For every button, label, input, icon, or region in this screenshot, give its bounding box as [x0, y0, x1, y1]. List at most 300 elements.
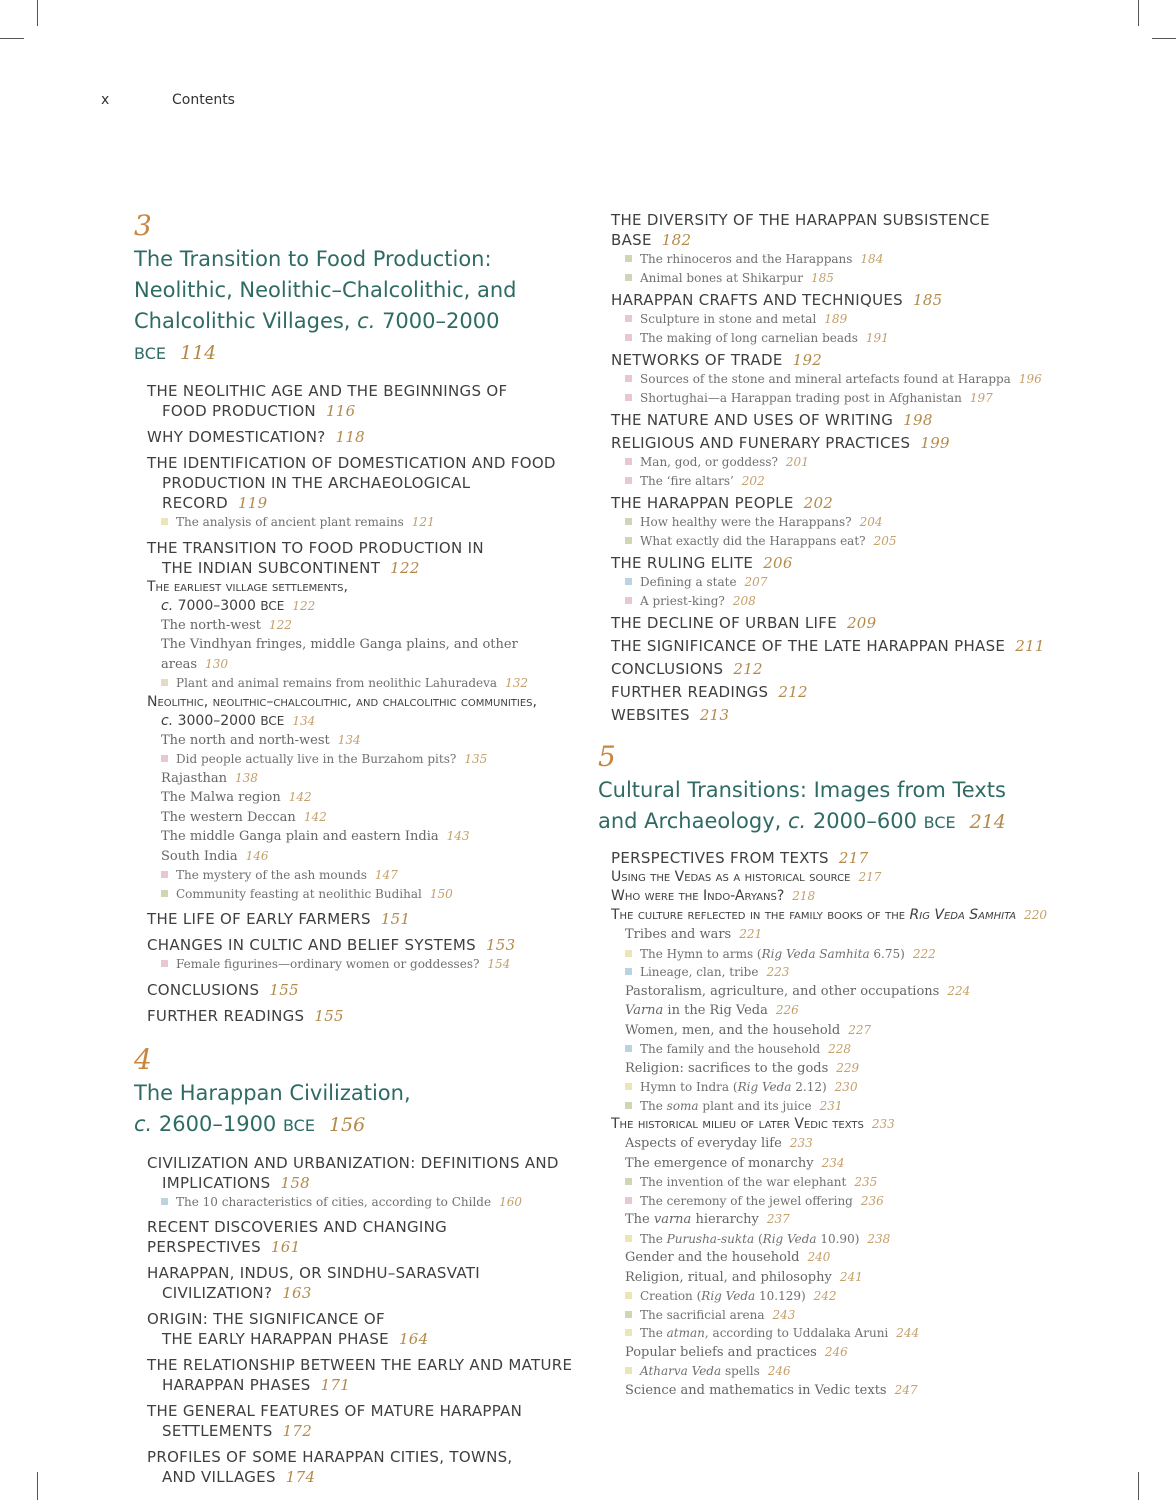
box-entry[interactable]: [625, 329, 1058, 348]
box-title: The: [640, 1231, 667, 1246]
era-bce: BCE: [134, 344, 166, 363]
box-page: 191: [865, 330, 889, 345]
toc-entry[interactable]: [147, 1309, 574, 1349]
box-entry[interactable]: [625, 532, 1058, 551]
box-title: How healthy were the Harappans?: [640, 515, 852, 529]
toc-entry[interactable]: [611, 410, 1058, 430]
toc-entry[interactable]: [611, 553, 1058, 573]
box-title: Did people actually live in the Burzahom pits?: [176, 752, 457, 766]
section-title: Rajasthan: [161, 770, 228, 786]
entry-page: 134: [292, 713, 316, 728]
chapter-5: [598, 741, 1058, 1400]
section-page: 234: [821, 1155, 845, 1170]
box-marker-icon: [625, 334, 632, 341]
entry-page: 211: [1015, 637, 1045, 655]
box-page: 222: [912, 946, 936, 961]
entry-page: 218: [792, 889, 816, 903]
box-entry[interactable]: [625, 1324, 1058, 1343]
entry-page: 220: [1024, 908, 1048, 922]
entry-page: 182: [661, 231, 692, 249]
box-marker-icon: [625, 1311, 632, 1318]
entry-title: WHY DOMESTICATION?: [147, 428, 326, 446]
box-title: , according to Uddalaka Aruni: [704, 1326, 889, 1340]
entry-title: THE SIGNIFICANCE OF THE LATE HARAPPAN PHASE: [611, 637, 1006, 655]
box-marker-icon: [161, 890, 168, 897]
toc-subentry[interactable]: [611, 906, 1058, 925]
box-page: 242: [813, 1289, 837, 1303]
chapter-title[interactable]: [598, 775, 1058, 838]
section-title: Popular beliefs and practices: [625, 1344, 817, 1360]
entry-title: THE INDIAN SUBCONTINENT: [162, 558, 381, 577]
chapter-title-line: Cultural Transitions: Images from Texts: [598, 778, 1006, 802]
toc-column-left: [134, 210, 574, 1487]
entry-page: 119: [237, 494, 268, 512]
box-title: The ‘fire altars’: [640, 473, 734, 488]
chapter-page: 114: [179, 342, 217, 364]
box-entry[interactable]: [625, 1078, 1058, 1097]
entry-title: THE DIVERSITY OF THE HARAPPAN SUBSISTENCE BASE: [611, 211, 990, 249]
toc-section[interactable]: [161, 808, 574, 828]
entry-page: 206: [763, 554, 793, 572]
entry-title: PROFILES OF SOME HARAPPAN CITIES, TOWNS,: [147, 1448, 513, 1466]
entry-page: 217: [838, 849, 869, 867]
box-page: 230: [834, 1080, 858, 1094]
box-entry[interactable]: [625, 1362, 1058, 1381]
entry-page: 118: [335, 428, 366, 446]
crop-mark: [37, 0, 38, 26]
box-page: 160: [499, 1194, 522, 1209]
chapter-title-dates: 2000–600: [806, 809, 924, 833]
entry-dates: 7000–3000: [173, 597, 261, 614]
box-title: Sculpture in stone and metal: [640, 312, 817, 326]
entry-title: THE RULING ELITE: [611, 554, 754, 572]
box-title: The mystery of the ash mounds: [176, 868, 367, 882]
chapter-number: 3: [134, 209, 152, 242]
box-entry[interactable]: [625, 472, 1058, 491]
crop-mark: [0, 38, 24, 39]
box-title-italic: Atharva Veda: [640, 1364, 722, 1378]
crop-mark: [1152, 38, 1176, 39]
section-title-italic: varna: [653, 1212, 692, 1227]
entry-dates: 3000–2000: [173, 712, 261, 729]
box-page: 121: [411, 515, 435, 529]
toc-entry[interactable]: [147, 427, 574, 447]
box-entry[interactable]: [625, 963, 1058, 982]
toc-entry[interactable]: [611, 848, 1058, 868]
box-entry[interactable]: [625, 1230, 1058, 1249]
entry-title: Who were the Indo-Aryans?: [611, 888, 785, 904]
box-entry[interactable]: [625, 513, 1058, 532]
entry-page: 171: [320, 1376, 351, 1394]
toc-section[interactable]: [625, 1268, 1058, 1288]
box-page: 228: [828, 1042, 852, 1056]
box-marker-icon: [625, 477, 632, 484]
chapter-page: 156: [328, 1113, 366, 1136]
entry-page: 155: [269, 980, 299, 999]
section-page: 229: [836, 1060, 860, 1075]
section-title: South India: [161, 848, 238, 864]
toc-section[interactable]: [625, 1154, 1058, 1174]
era-bce: BCE: [260, 713, 285, 728]
toc-section[interactable]: [625, 1248, 1058, 1268]
chapter-title-line: The Harappan Civilization,: [134, 1080, 411, 1105]
box-entry[interactable]: [161, 955, 574, 974]
toc-entry[interactable]: [611, 659, 1058, 679]
toc-entry[interactable]: [147, 1447, 574, 1487]
entry-title: IMPLICATIONS: [162, 1173, 271, 1192]
box-title: Female figurines—ordinary women or goddesses?: [176, 957, 480, 971]
toc-entry[interactable]: [611, 350, 1058, 370]
box-page: 238: [867, 1231, 891, 1246]
box-title-italic: Rig Veda Samhita: [761, 946, 870, 961]
toc-entry[interactable]: [611, 433, 1058, 453]
box-marker-icon: [625, 1045, 632, 1052]
section-page: 122: [269, 617, 292, 632]
toc-entry[interactable]: [611, 705, 1058, 725]
box-entry[interactable]: [625, 573, 1058, 592]
section-title: The: [625, 1212, 654, 1227]
section-page: 130: [205, 656, 228, 671]
box-title: 10.129): [755, 1289, 806, 1303]
toc-entry[interactable]: [147, 935, 574, 955]
section-page: 146: [245, 848, 269, 863]
box-title: The: [640, 1326, 667, 1340]
box-title: Plant and animal remains from neolithic Lahuradeva: [176, 676, 498, 690]
toc-subentry[interactable]: [611, 1115, 1058, 1134]
box-entry[interactable]: [625, 1040, 1058, 1059]
chapter-title-line: The Transition to Food Production:: [134, 247, 492, 271]
era-bce: BCE: [260, 598, 285, 613]
entry-title: FURTHER READINGS: [147, 1006, 305, 1025]
entry-title: HARAPPAN PHASES: [162, 1376, 311, 1394]
box-marker-icon: [625, 597, 632, 604]
circa: c.: [788, 809, 807, 833]
section-page: 143: [446, 829, 470, 843]
box-entry[interactable]: [625, 945, 1058, 964]
box-title: Sources of the stone and mineral artefacts found at Harappa: [640, 372, 1011, 386]
section-page: 240: [807, 1250, 831, 1264]
section-page: 142: [303, 809, 327, 824]
toc-section[interactable]: [161, 616, 574, 636]
box-entry[interactable]: [625, 389, 1058, 408]
toc-subentry[interactable]: [611, 868, 1058, 887]
box-page: 201: [785, 455, 809, 469]
entry-page: 163: [282, 1284, 312, 1302]
entry-page: 161: [270, 1238, 301, 1256]
box-title: The sacrificial arena: [640, 1307, 765, 1322]
box-marker-icon: [625, 315, 632, 322]
entry-page: 202: [803, 494, 834, 512]
toc-entry[interactable]: [147, 453, 574, 513]
circa: c.: [134, 1111, 153, 1136]
entry-title: THE IDENTIFICATION OF DOMESTICATION AND FOOD: [147, 454, 556, 472]
box-marker-icon: [625, 950, 632, 957]
box-title: The Hymn to arms (: [640, 946, 762, 961]
box-marker-icon: [625, 1178, 632, 1185]
section-title: The western Deccan: [161, 809, 296, 825]
entry-page: 158: [280, 1173, 311, 1192]
box-page: 202: [741, 473, 765, 488]
box-page: 223: [766, 965, 790, 979]
toc-section[interactable]: [161, 847, 574, 867]
toc-entry[interactable]: [147, 381, 574, 421]
toc-column-right: [598, 210, 1058, 1400]
entry-title: SETTLEMENTS: [162, 1422, 273, 1440]
chapter-4: [134, 1044, 574, 1488]
box-marker-icon: [625, 1329, 632, 1336]
toc-entry[interactable]: [147, 1355, 574, 1395]
box-marker-icon: [625, 394, 632, 401]
entry-page: 198: [903, 411, 933, 429]
entry-title: The culture reflected in the family books of the: [611, 907, 910, 923]
toc-subentry[interactable]: [611, 887, 1058, 906]
box-entry[interactable]: [161, 513, 574, 532]
entry-page: 116: [325, 402, 356, 420]
box-page: 197: [969, 390, 993, 405]
entry-title: Using the Vedas as a historical source: [611, 869, 851, 885]
entry-page: 212: [778, 683, 808, 701]
entry-title: ORIGIN: THE SIGNIFICANCE OF: [147, 1310, 385, 1328]
section-title: Gender and the household: [625, 1250, 800, 1265]
section-title: The north and north-west: [161, 732, 330, 748]
box-title: The family and the household: [640, 1042, 821, 1056]
crop-mark: [1138, 0, 1139, 26]
section-page: 241: [839, 1269, 863, 1284]
toc-entry[interactable]: [147, 1153, 574, 1193]
box-title: spells: [721, 1364, 760, 1378]
chapter-title[interactable]: [134, 1078, 574, 1141]
toc-section[interactable]: [625, 1021, 1058, 1041]
entry-page: 213: [699, 706, 730, 724]
crop-mark: [37, 1472, 38, 1500]
box-page: 135: [464, 752, 488, 766]
section-page: 246: [824, 1344, 848, 1359]
section-title: Science and mathematics in Vedic texts: [625, 1382, 887, 1398]
box-title: The ceremony of the jewel offering: [640, 1193, 853, 1208]
section-title: hierarchy: [691, 1212, 759, 1227]
box-entry[interactable]: [161, 750, 574, 769]
box-title: The making of long carnelian beads: [640, 330, 858, 345]
entry-page: 122: [390, 558, 420, 577]
box-entry[interactable]: [161, 674, 574, 693]
box-marker-icon: [161, 518, 168, 525]
box-entry[interactable]: [625, 1097, 1058, 1116]
entry-page: 192: [792, 351, 823, 369]
toc-section[interactable]: [161, 827, 574, 847]
box-entry[interactable]: [625, 1192, 1058, 1211]
toc-entry[interactable]: [147, 1263, 574, 1303]
box-page: 189: [824, 312, 848, 326]
box-entry[interactable]: [625, 269, 1058, 288]
box-page: 236: [860, 1193, 884, 1208]
box-page: 207: [744, 575, 768, 589]
section-title: The north-west: [161, 617, 261, 633]
toc-section[interactable]: [625, 1381, 1058, 1401]
box-title: What exactly did the Harappans eat?: [640, 533, 866, 548]
toc-section[interactable]: [625, 925, 1058, 945]
box-entry[interactable]: [625, 1287, 1058, 1306]
entry-title: The historical milieu of later Vedic texts: [611, 1116, 864, 1132]
section-page: 138: [235, 770, 258, 785]
chapter-4-continued: [598, 210, 1058, 725]
section-page: 224: [947, 983, 971, 998]
box-marker-icon: [625, 1102, 632, 1109]
toc-section[interactable]: [161, 635, 574, 674]
toc-entry[interactable]: [147, 1006, 574, 1026]
box-title: The 10 characteristics of cities, according to Childe: [176, 1194, 492, 1209]
toc-subentry[interactable]: [147, 578, 574, 597]
box-marker-icon: [625, 1235, 632, 1242]
chapter-title-line: and Archaeology,: [598, 809, 789, 833]
section-title: Women, men, and the household: [625, 1022, 841, 1038]
era-bce: BCE: [282, 1115, 315, 1135]
entry-title: PERSPECTIVES FROM TEXTS: [611, 849, 829, 867]
box-title-italic: Rig Veda: [762, 1231, 817, 1246]
toc-section[interactable]: [625, 1210, 1058, 1230]
section-page: 134: [337, 732, 361, 747]
box-title: Lineage, clan, tribe: [640, 965, 759, 979]
box-marker-icon: [625, 274, 632, 281]
toc-entry[interactable]: [611, 682, 1058, 702]
entry-title: RECENT DISCOVERIES AND CHANGING PERSPECTIVES: [147, 1218, 448, 1256]
toc-entry[interactable]: [147, 1217, 574, 1257]
box-title-italic: soma: [666, 1098, 699, 1113]
box-title-italic: Rig Veda: [701, 1289, 756, 1303]
entry-title: PRODUCTION IN THE ARCHAEOLOGICAL RECORD: [162, 474, 471, 512]
box-entry[interactable]: [161, 885, 574, 904]
toc-section[interactable]: [625, 1059, 1058, 1079]
toc-section[interactable]: [625, 982, 1058, 1002]
entry-title: AND VILLAGES: [162, 1468, 276, 1486]
box-marker-icon: [625, 255, 632, 262]
box-marker-icon: [625, 1367, 632, 1374]
box-entry[interactable]: [161, 1193, 574, 1212]
toc-subentry[interactable]: [147, 693, 574, 712]
toc-entry[interactable]: [611, 636, 1058, 656]
entry-title: THE TRANSITION TO FOOD PRODUCTION IN: [147, 538, 484, 557]
entry-title: THE NATURE AND USES OF WRITING: [611, 411, 894, 429]
section-page: 226: [775, 1003, 799, 1017]
box-page: 208: [732, 593, 756, 608]
toc-entry[interactable]: [611, 613, 1058, 633]
section-title: Pastoralism, agriculture, and other occupations: [625, 983, 940, 999]
box-title: 2.12): [791, 1080, 827, 1094]
section-page: 247: [894, 1382, 918, 1397]
box-title: Creation (: [640, 1289, 702, 1303]
box-entry[interactable]: [625, 250, 1058, 269]
box-page: 132: [505, 676, 528, 690]
box-marker-icon: [625, 458, 632, 465]
box-title: Hymn to Indra (: [640, 1080, 738, 1094]
section-title: in the Rig Veda: [663, 1003, 768, 1018]
box-title: A priest-king?: [640, 593, 725, 608]
chapter-title-dates: 7000–2000: [375, 309, 500, 333]
running-header: [0, 92, 1176, 112]
box-title-italic: Rig Veda: [737, 1080, 792, 1094]
box-marker-icon: [161, 679, 168, 686]
box-marker-icon: [625, 1083, 632, 1090]
toc-entry[interactable]: [147, 980, 574, 1000]
box-marker-icon: [161, 960, 168, 967]
box-page: 235: [854, 1175, 878, 1189]
toc-section[interactable]: [161, 769, 574, 789]
section-page: 221: [739, 927, 763, 941]
chapter-title[interactable]: [134, 244, 574, 369]
box-entry[interactable]: [625, 370, 1058, 389]
entry-title: CHANGES IN CULTIC AND BELIEF SYSTEMS: [147, 936, 476, 954]
toc-section[interactable]: [625, 1001, 1058, 1021]
toc-entry[interactable]: [147, 909, 574, 929]
circa: c.: [161, 712, 174, 729]
toc-entry[interactable]: [611, 493, 1058, 513]
entry-title: HARAPPAN, INDUS, OR SINDHU–SARASVATI: [147, 1264, 480, 1282]
section-page: 233: [789, 1136, 813, 1150]
toc-entry[interactable]: [147, 538, 574, 578]
box-title: Community feasting at neolithic Budihal: [176, 886, 422, 901]
toc-section[interactable]: [625, 1343, 1058, 1363]
entry-title: THE HARAPPAN PEOPLE: [611, 494, 794, 512]
chapter-page: 214: [969, 811, 1006, 833]
box-entry[interactable]: [625, 1306, 1058, 1325]
crop-mark: [1138, 1472, 1139, 1500]
entry-title-italic: Rig Veda Samhita: [909, 907, 1017, 923]
toc-section[interactable]: [625, 1134, 1058, 1154]
toc-section[interactable]: [161, 731, 574, 751]
toc-entry[interactable]: [611, 210, 1058, 250]
toc-entry[interactable]: [611, 290, 1058, 310]
box-marker-icon: [161, 1198, 168, 1205]
entry-title: HARAPPAN CRAFTS AND TECHNIQUES: [611, 291, 903, 309]
toc-section[interactable]: [161, 788, 574, 808]
box-page: 147: [374, 868, 398, 882]
box-title: The invention of the war elephant: [640, 1175, 847, 1189]
box-title: plant and its juice: [698, 1098, 812, 1113]
toc-entry[interactable]: [147, 1401, 574, 1441]
entry-page: 199: [920, 434, 950, 452]
box-entry[interactable]: [625, 1173, 1058, 1192]
box-entry[interactable]: [625, 592, 1058, 611]
box-marker-icon: [625, 537, 632, 544]
box-marker-icon: [625, 578, 632, 585]
entry-title: THE GENERAL FEATURES OF MATURE HARAPPAN: [147, 1402, 523, 1420]
entry-title: CONCLUSIONS: [147, 980, 260, 999]
section-title: The middle Ganga plain and eastern India: [161, 829, 439, 844]
box-page: 246: [767, 1364, 791, 1378]
box-entry[interactable]: [625, 453, 1058, 472]
entry-page: 155: [314, 1006, 344, 1025]
entry-page: 153: [485, 936, 516, 954]
box-page: 205: [873, 533, 897, 548]
box-marker-icon: [625, 1197, 632, 1204]
section-title: The Malwa region: [161, 790, 281, 805]
box-title: Shortughai—a Harappan trading post in Afghanistan: [640, 390, 962, 405]
box-page: 204: [859, 515, 883, 529]
box-marker-icon: [625, 375, 632, 382]
entry-title: RELIGIOUS AND FUNERARY PRACTICES: [611, 434, 911, 452]
section-title: Religion: sacrifices to the gods: [625, 1060, 829, 1076]
section-page: 227: [848, 1022, 872, 1037]
box-entry[interactable]: [161, 866, 574, 885]
box-page: 231: [819, 1098, 843, 1113]
section-title-italic: Varna: [625, 1003, 664, 1018]
page-number: x: [101, 92, 110, 108]
entry-title: CIVILIZATION?: [162, 1284, 273, 1302]
chapter-title-line: Chalcolithic Villages,: [134, 309, 358, 333]
box-title-italic: atman: [666, 1326, 705, 1340]
box-entry[interactable]: [625, 310, 1058, 329]
box-title: The: [640, 1098, 667, 1113]
box-marker-icon: [161, 871, 168, 878]
